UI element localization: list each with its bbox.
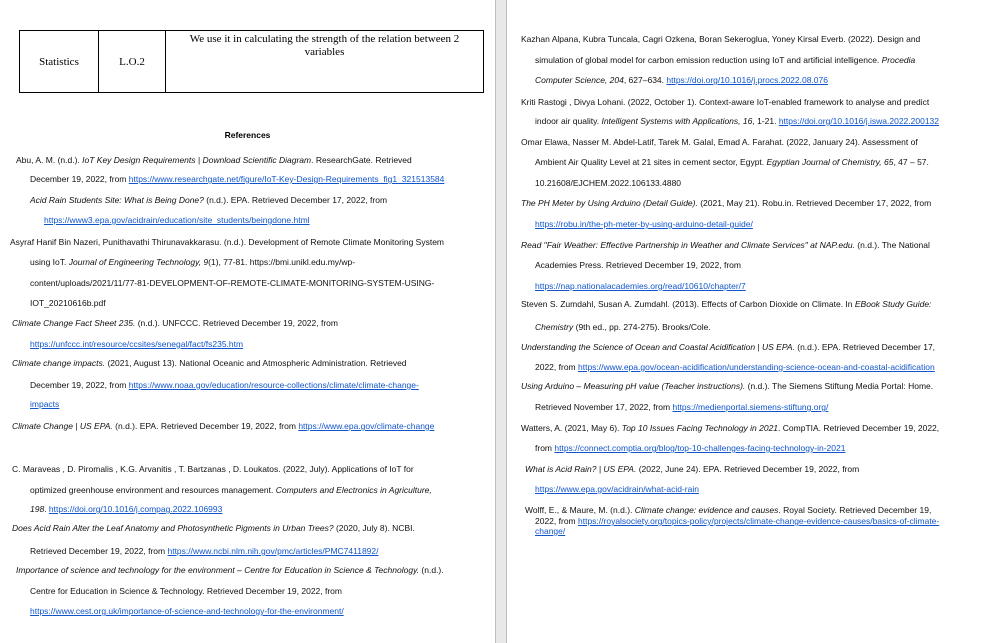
reference-text: (n.d.). The Siemens Stiftung Media Portal: Home. [745,381,934,391]
reference-title-italic: Computer Science, 204 [535,75,624,85]
table-row [20,31,484,93]
reference-link[interactable]: https://connect.comptia.org/blog/top-10-challenges-facing-technology-in-2021 [554,443,846,453]
reference-title-italic: Chemistry [535,322,574,332]
reference-link[interactable]: https://www.noaa.gov/education/resource-collections/climate/climate-change- [128,380,419,390]
reference-line [16,155,412,166]
reference-text: (2020, July 8). NCBI. [333,523,415,533]
reference-link[interactable]: https://www.epa.gov/acidrain/what-acid-rain [535,484,699,494]
reference-title-italic: IoT Key Design Requirements | Download Scientific Diagram [82,155,312,165]
reference-link[interactable]: https://www.researchgate.net/figure/IoT-Key-Design-Requirements_fig1_321513584 [128,174,445,184]
reference-link[interactable]: https://www.cest.org.uk/importance-of-science-and-technology-for-the-environment/ [30,606,344,616]
reference-link[interactable]: impacts [30,399,60,409]
reference-text: December 19, 2022, from [30,174,129,184]
reference-title-italic: Climate Change | US EPA. [12,421,113,431]
reference-text: Retrieved November 17, 2022, from [535,402,673,412]
reference-link[interactable]: https://doi.org/10.1016/j.procs.2022.08.076 [666,75,828,85]
reference-link[interactable]: https://doi.org/10.1016/j.iswa.2022.200132 [778,116,940,126]
reference-line [44,215,310,226]
reference-title-italic: Acid Rain Students Site: What is Being Done? [30,195,204,205]
reference-title-italic: The PH Meter by Using Arduino (Detail Guide). [521,198,698,208]
reference-text: IOT_20210616b.pdf [30,298,106,308]
reference-title-italic: Journal of Engineering Technology, 9 [68,257,209,267]
reference-text: (2022, June 24). EPA. Retrieved December 19, 2022, from [636,464,860,474]
reference-link[interactable]: https://www3.epa.gov/acidrain/education/site_students/beingdone.html [44,215,310,225]
reference-text: (n.d.). EPA. Retrieved December 17, 2022, from [203,195,388,205]
reference-text: Kriti Rastogi , Divya Lohani. (2022, October 1). Context-aware IoT-enabled framework to analyse and predict [521,97,930,107]
reference-line [30,298,106,309]
reference-line [535,322,711,333]
reference-line [30,380,419,391]
reference-line [535,260,741,271]
reference-text: 2022, from [535,516,578,526]
reference-text: Watters, A. (2021, May 6). [521,423,622,433]
reference-text: Ambient Air Quality Level at 21 sites in cement sector, Egypt. [535,157,767,167]
reference-title-italic: Climate Change Fact Sheet 235. [12,318,136,328]
reference-line [521,299,931,310]
reference-text: (n.d.). [419,565,444,575]
reference-text: Asyraf Hanif Bin Nazeri, Punithavathi Thirunavakkarasu. (n.d.). Development of Remote Climate Monitoring System [10,237,445,247]
reference-text: Centre for Education in Science & Technology. Retrieved December 19, 2022, from [30,586,342,596]
reference-line [12,464,414,475]
reference-text: indoor air quality. [535,116,602,126]
reference-line [525,505,931,516]
reference-text: . [44,504,49,514]
reference-title-italic: Understanding the Science of Ocean and Coastal Acidification | US EPA. [521,342,795,352]
reference-text: simulation of global model for carbon emission reduction using IoT and artificial intelligence. [535,55,882,65]
reference-line [535,443,845,454]
reference-text: Abu, A. M. (n.d.). [16,155,83,165]
references-heading: References [224,130,271,140]
reference-line [10,237,444,248]
reference-title-italic: Top 10 Issues Facing Technology in 2021 [621,423,779,433]
table-cell-description: We use it in calculating the strength of the relation between 2 variables [166,31,484,93]
reference-link[interactable]: https://nap.nationalacademies.org/read/10610/chapter/7 [535,281,746,291]
reference-line [535,157,929,168]
reference-text: from [535,443,555,453]
reference-title-italic: Does Acid Rain Alter the Leaf Anatomy and Photosynthetic Pigments in Urban Trees? [12,523,334,533]
reference-line [12,421,434,432]
reference-text: Academies Press. Retrieved December 19, 2022, from [535,260,741,270]
reference-line [535,219,753,230]
reference-line [535,178,681,189]
reference-line [30,485,432,496]
reference-text: (9th ed., pp. 274-275). Brooks/Cole. [573,322,711,332]
reference-line [535,75,828,86]
document-page-left [0,0,495,643]
reference-text: (n.d.). The National [854,240,930,250]
reference-line [12,523,415,534]
reference-line [535,281,746,292]
reference-line [30,174,444,185]
document-page-right [507,0,1000,643]
reference-line [535,116,939,127]
reference-line [535,484,699,495]
reference-link[interactable]: https://robu.in/the-ph-meter-by-using-arduino-detail-guide/ [535,219,753,229]
reference-title-italic: Read "Fair Weather: Effective Partnership in Weather and Climate Services" at NAP.edu. [521,240,855,250]
reference-title-italic: Importance of science and technology for the environment – Centre for Education in Science & Technology. [16,565,420,575]
reference-text: , 1-21. [752,116,779,126]
reference-line [30,606,344,617]
reference-line [30,504,222,515]
reference-link[interactable]: https://doi.org/10.1016/j.compag.2022.106993 [48,504,223,514]
reference-line [535,362,935,373]
reference-line [16,565,444,576]
reference-line [535,516,939,527]
reference-link[interactable]: change/ [535,526,566,536]
reference-title-italic: Climate change impacts. [12,358,106,368]
reference-link[interactable]: https://www.epa.gov/climate-change [298,421,435,431]
reference-text: . Royal Society. Retrieved December 19, [778,505,932,515]
reference-text: Kazhan Alpana, Kubra Tuncala, Cagri Ozkena, Boran Sekeroglua, Yoney Kirsal Everb. (2022). Design and [521,34,921,44]
reference-line [521,423,939,434]
reference-text: (n.d.). EPA. Retrieved December 19, 2022, from [112,421,299,431]
reference-text: 10.21608/EJCHEM.2022.106133.4880 [535,178,682,188]
reference-text: (n.d.). UNFCCC. Retrieved December 19, 2022, from [135,318,338,328]
reference-line [521,240,930,251]
reference-text: 2022, from [535,362,578,372]
reference-text: Omar Elawa, Nasser M. Abdel-Latif, Tarek M. Galal, Emad A. Farahat. (2022, January 24). Assessment of [521,137,918,147]
reference-line [535,526,565,537]
reference-text: using IoT. [30,257,69,267]
reference-line [12,358,407,369]
reference-link[interactable]: https://royalsociety.org/topics-policy/projects/climate-change-evidence-causes/basics-of-climate- [578,516,940,526]
reference-line [30,278,434,289]
reference-text: , 627–634. [623,75,667,85]
reference-title-italic: 198 [30,504,45,514]
reference-line [30,399,59,410]
reference-link[interactable]: https://medienportal.siemens-stiftung.org/ [672,402,829,412]
reference-line [535,55,915,66]
reference-text: optimized greenhouse environment and resources management. [30,485,276,495]
reference-line [521,198,931,209]
reference-title-italic: Using Arduino – Measuring pH value (Teacher instructions). [521,381,746,391]
reference-line [525,464,859,475]
page-gap [495,0,507,643]
reference-text: December 19, 2022, from [30,380,129,390]
reference-line [12,318,338,329]
reference-line [30,257,355,268]
reference-text: (2021, August 13). National Oceanic and Atmospheric Administration. Retrieved [105,358,407,368]
table-cell-outcome: L.O.2 [99,31,166,93]
reference-link[interactable]: https://www.epa.gov/ocean-acidification/understanding-science-ocean-and-coastal-acidification [578,362,935,372]
reference-line [30,586,342,597]
reference-text: . ResearchGate. Retrieved [311,155,412,165]
reference-title-italic: What is Acid Rain? | US EPA. [525,464,637,474]
reference-text: , 47 – 57. [893,157,929,167]
reference-line [521,137,918,148]
reference-text: content/uploads/2021/11/77-81-DEVELOPMENT-OF-REMOTE-CLIMATE-MONITORING-SYSTEM-USING- [30,278,435,288]
reference-title-italic: Egyptian Journal of Chemistry, 65 [766,157,894,167]
reference-line [30,195,387,206]
reference-title-italic: EBook Study Guide: [854,299,932,309]
reference-text: (2021, May 21). Robu.in. Retrieved December 17, 2022, from [697,198,932,208]
reference-link[interactable]: https://www.ncbi.nlm.nih.gov/pmc/articles/PMC7411892/ [167,546,379,556]
reference-line [30,546,379,557]
reference-text: . CompTIA. Retrieved December 19, 2022, [778,423,940,433]
reference-text: Wolff, E., & Maure, M. (n.d.). [525,505,635,515]
reference-line [521,381,933,392]
reference-link[interactable]: https://unfccc.int/resource/ccsites/senegal/fact/fs235.htm [30,339,244,349]
reference-title-italic: Climate change: evidence and causes [634,505,779,515]
reference-line [521,342,935,353]
reference-text: (1), 77-81. https://bmi.unikl.edu.my/wp- [208,257,356,267]
reference-text: Steven S. Zumdahl, Susan A. Zumdahl. (2013). Effects of Carbon Dioxide on Climate. In [521,299,855,309]
reference-text: (n.d.). EPA. Retrieved December 17, [794,342,936,352]
reference-text: C. Maraveas , D. Piromalis , K.G. Arvanitis , T. Bartzanas , D. Loukatos. (2022, July). Applications of IoT for [12,464,414,474]
reference-title-italic: Computers and Electronics in Agriculture, [275,485,432,495]
reference-line [535,402,828,413]
reference-title-italic: Procedia [881,55,916,65]
reference-line [521,34,920,45]
reference-line [521,97,929,108]
table-cell-topic: Statistics [20,31,99,93]
reference-title-italic: Intelligent Systems with Applications, 16 [601,116,753,126]
reference-text: Retrieved December 19, 2022, from [30,546,168,556]
reference-line [30,339,243,350]
statistics-table [19,30,484,93]
